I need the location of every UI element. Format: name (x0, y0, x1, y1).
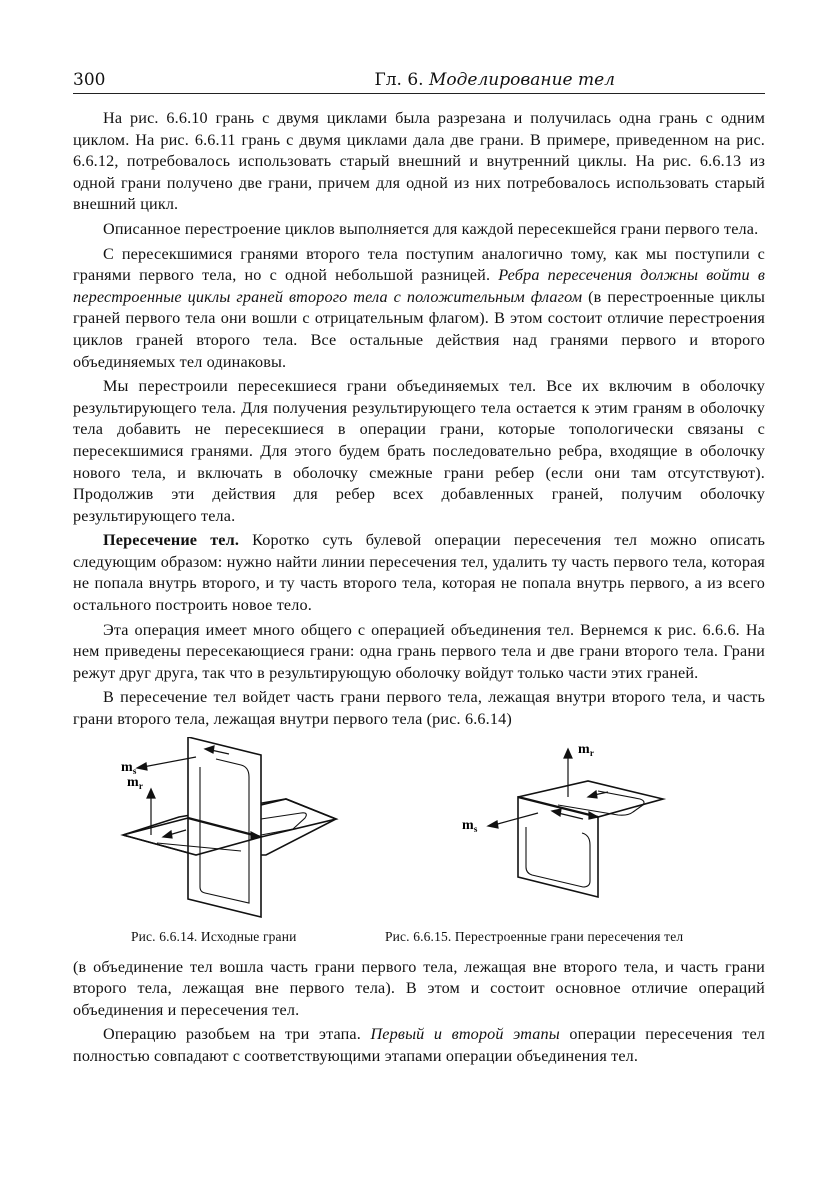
paragraph-rebuild-examples: На рис. 6.6.10 грань с двумя циклами была разрезана и получилась одна грань с одним циклом. На рис. 6.6.11 грань с двумя циклами дала две грани. В примере, приведенном на рис. 6.6.12, потребовалось использовать старый внешний и внутренний циклы. На рис. 6.6.13 из одной грани получено две грани, причем для одной из них потребовалось использовать старый внешний цикл. (73, 109, 765, 214)
paragraph-rebuild-each-face: Описанное перестроение циклов выполняется для каждой пересекшейся грани первого тела. (103, 219, 759, 238)
figure-6-6-14 (101, 737, 371, 927)
chapter-title: Моделирование тел (428, 70, 615, 90)
text-run: (в перестроенные циклы граней первого тела они вошли с отрицательным флагом). В этом состоит отличие перестроения циклов граней второго тела. Все остальные действия над гранями первого и второго объединяемых тел одинаковы. (73, 287, 766, 371)
figure-caption-6-6-15: Рис. 6.6.15. Перестроенные грани пересечения тел (385, 928, 684, 944)
running-header (73, 70, 765, 94)
label-mr: $m_r$ (127, 774, 143, 791)
emphasis-first-second-stages: Первый и второй этапы (370, 1025, 560, 1044)
figure-6-6-15 (458, 737, 718, 927)
book-page (73, 70, 765, 1071)
paragraph-common-with-union: Эта операция имеет много общего с операцией объединения тел. Вернемся к рис. 6.6.6. На нем приведены пересекающиеся грани: одна грань первого тела и две грани второго тела. Грани режут друг друга, так что в результирующую оболочку войдут только части этих граней. (73, 620, 765, 682)
label-ms: $m_s$ (121, 759, 137, 776)
chapter-prefix: Гл. 6. (374, 70, 424, 90)
paragraph-intersection (73, 530, 765, 616)
page-number: 300 (73, 70, 106, 90)
section-heading-intersection: Пересечение тел. (103, 531, 240, 550)
rebuilt-intersection-faces-diagram (458, 737, 718, 927)
label-ms: $m_s$ (462, 817, 478, 834)
text-run: Операцию разобьем на три этапа. (103, 1025, 371, 1044)
paragraph-second-body (73, 244, 765, 374)
figures-row (73, 737, 765, 947)
intersecting-faces-diagram (101, 737, 371, 927)
paragraph-stages (73, 1024, 765, 1067)
body-text (73, 108, 765, 1068)
text-run: операции пересечения тел полностью совпадают с соответствующими этапами операции объединения тел. (73, 1025, 766, 1065)
paragraph-after-figures: (в объединение тел вошла часть грани первого тела, лежащая вне второго тела, и часть грани второго тела, лежащая вне первого тела). В этом и состоит основное отличие операций объединения и пересечения тел. (73, 957, 765, 1019)
text-run: Коротко суть булевой операции пересечения тел можно описать следующим образом: нужно найти линии пересечения тел, удалить ту часть первого тела, которая не попала внутрь второго, и ту часть второго тела, которая не попала внутрь первого, а из всего остального построить новое тело. (73, 531, 765, 615)
paragraph-shell: Мы перестроили пересекшиеся грани объединяемых тел. Все их включим в оболочку результирующего тела. Для получения результирующего тела остается к этим граням в оболочку тела добавить не пересекшиеся в операции грани, которые топологически связаны с пересекшимися гранями. Для этого будем брать последовательно ребра, входящие в оболочку нового тела, и включать в оболочку смежные грани ребер (если они там отсутствуют). Продолжив эти действия для ребер всех добавленных граней, получим оболочку результирующего тела. (73, 377, 765, 525)
emphasis-positive-flag: Ребра пересечения должны войти в перестроенные циклы граней второго тела с положительным флагом (73, 266, 766, 306)
text-run: С пересекшимися гранями второго тела поступим аналогично тому, как мы поступили с гранями первого тела, но с одной небольшой разницей. (73, 244, 765, 285)
figure-caption-6-6-14: Рис. 6.6.14. Исходные грани (131, 928, 297, 944)
paragraph-before-figures: В пересечение тел войдет часть грани первого тела, лежащая внутри второго тела, и часть грани второго тела, лежащая внутри первого тела (рис. 6.6.14) (73, 688, 765, 729)
label-mr: $m_r$ (578, 741, 594, 758)
chapter-heading (374, 70, 615, 90)
